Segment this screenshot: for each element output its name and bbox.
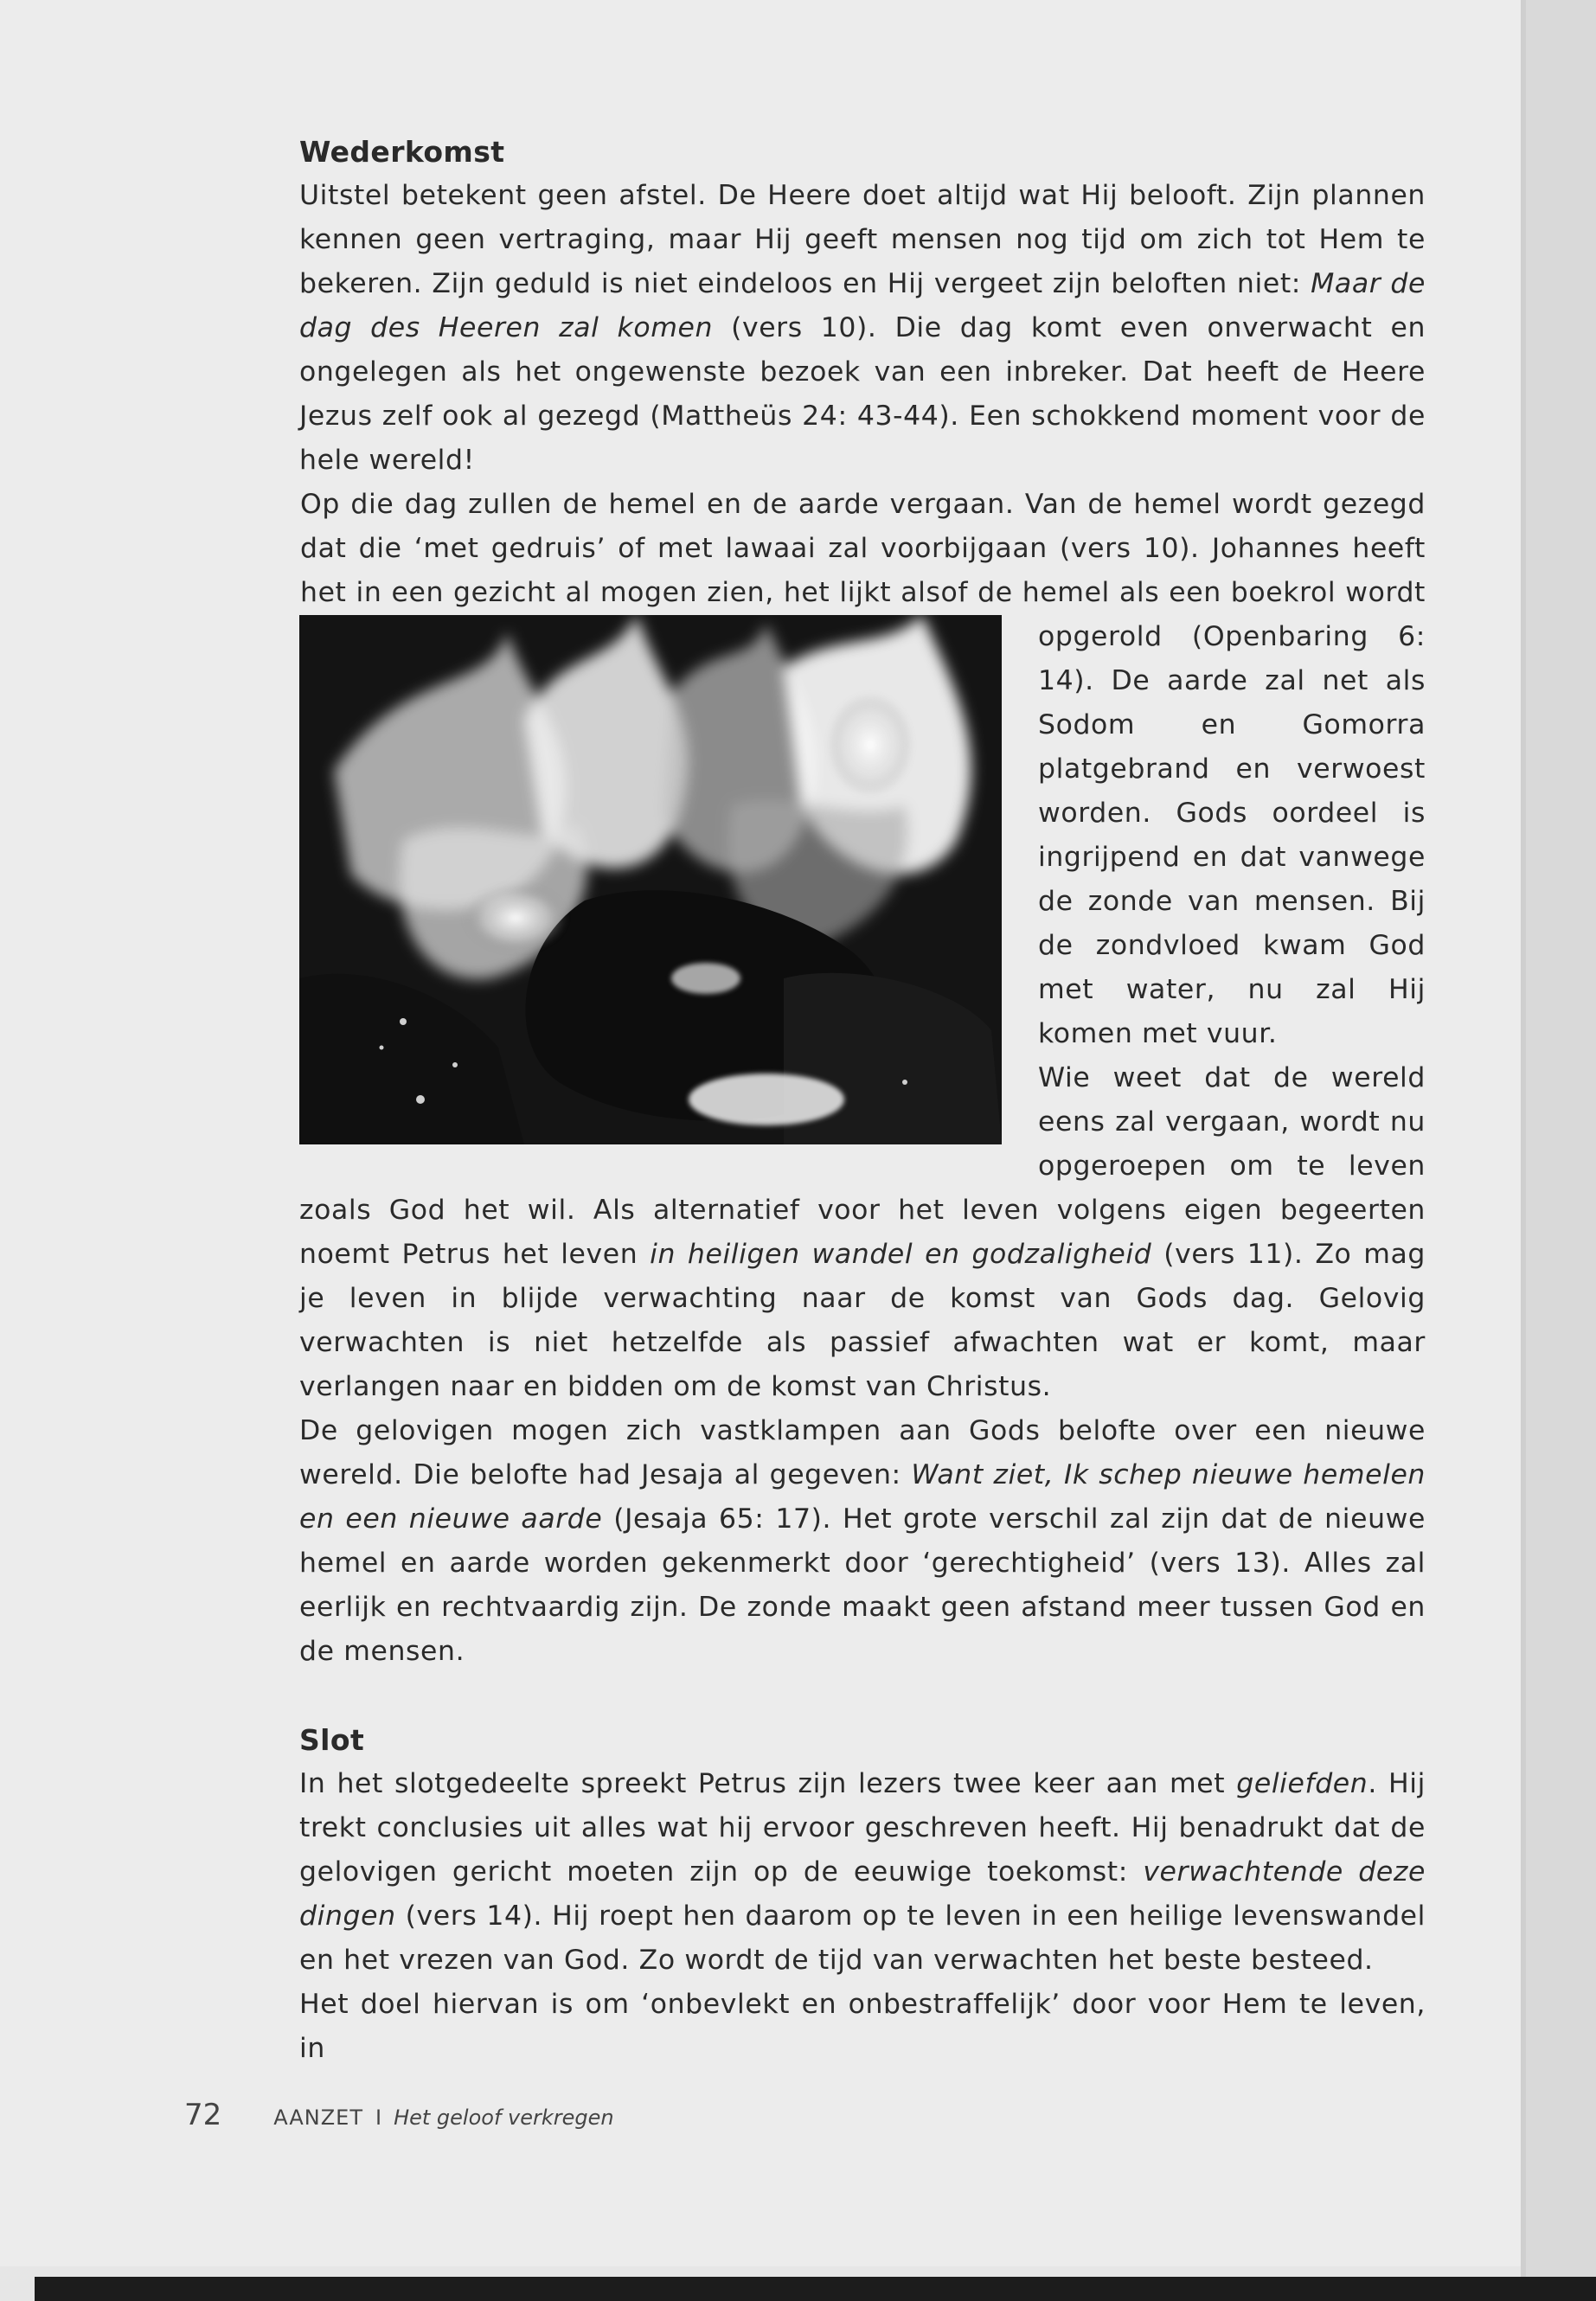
page-bottom-edge: [35, 2277, 1596, 2301]
book-title: Het geloof verkregen: [394, 2106, 614, 2130]
adjacent-page-edge: [1526, 0, 1596, 2301]
page-footer: [184, 2098, 614, 2132]
series-title: AANZET: [273, 2106, 363, 2130]
paragraph: De gelovigen mogen zich vastklampen aan Gods belofte over een nieuwe wereld. Die belofte had Jesaja al gegeven: Want ziet, Ik schep nieuwe hemelen en een nieuwe aarde (Jesaja 65: 17). Het grote verschil zal zijn dat de nieuwe hemel en aarde worden gekenmerkt door ‘gerechtigheid’ (vers 13). Alles zal eerlijk en rechtvaardig zijn. De zonde maakt geen afstand meer tussen God en de mensen.: [299, 1415, 1426, 1667]
paragraph: Het doel hiervan is om ‘onbevlekt en onbestraffelijk’ door voor Hem te leven, in: [299, 1989, 1426, 2064]
paragraph: In het slotgedeelte spreekt Petrus zijn lezers twee keer aan met geliefden. Hij trekt conclusies uit alles wat hij ervoor geschreven heeft. Hij benadrukt dat de gelovigen gericht moeten zijn op de eeuwige toekomst: verwachtende deze dingen (vers 14). Hij roept hen daarom op te leven in een heilige levenswandel en het vrezen van God. Zo wordt de tijd van verwachten het beste besteed.: [299, 1768, 1426, 1976]
section-heading-wederkomst: Wederkomst: [299, 135, 505, 169]
paragraph: Op die dag zullen de hemel en de aarde vergaan. Van de hemel wordt gezegd dat die ‘met gedruis’ of met lawaai zal voorbijgaan (vers 10). Johannes heeft het in een gezicht al mogen zien, het lijkt alsof de hemel als een boekrol wordt opgerold (Openbaring 6: 14). De aarde zal net als Sodom en Gomorra platgebrand en verwoest worden. Gods oordeel is ingrijpend en dat vanwege de zonde van mensen. Bij de zondvloed kwam God met water, nu zal Hij komen met vuur.: [299, 483, 1426, 1056]
section-spacer: [299, 1674, 1426, 1718]
paragraph: Uitstel betekent geen afstel. De Heere doet altijd wat Hij belooft. Zijn plannen kennen geen vertraging, maar Hij geeft mensen nog tijd om zich tot Hem te bekeren. Zijn geduld is niet eindeloos en Hij vergeet zijn beloften niet: Maar de dag des Heeren zal komen (vers 10). Die dag komt even onverwacht en ongelegen als het ongewenste bezoek van een inbreker. Dat heeft de Heere Jezus zelf ook al gezegd (Mattheüs 24: 43-44). Een schokkend moment voor de hele wereld!: [299, 180, 1426, 476]
paragraph: Wie weet dat de wereld eens zal vergaan, wordt nu opgeroepen om te leven zoals God het wil. Als alternatief voor het leven volgens eigen begeerten noemt Petrus het leven in heiligen wandel en godzaligheid (vers 11). Zo mag je leven in blijde verwachting naar de komst van Gods dag. Gelovig verwachten is niet hetzelfde als passief afwachten wat er komt, maar verlangen naar en bidden om de komst van Christus.: [299, 1062, 1426, 1402]
fire-photo-icon: [299, 615, 1002, 1144]
page-number: 72: [184, 2098, 222, 2132]
footer-separator: I: [375, 2106, 382, 2130]
section-heading-slot: Slot: [299, 1723, 365, 1757]
page-content: [299, 130, 1426, 2071]
